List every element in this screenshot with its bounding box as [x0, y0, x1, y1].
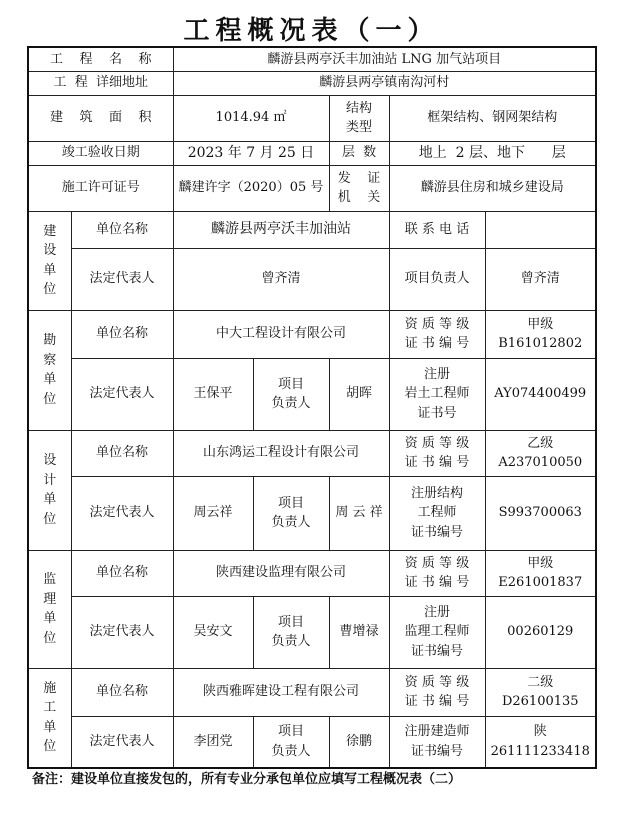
supervision-cert-no: 00260129	[485, 596, 596, 668]
design-pm-label: 项目 负责人	[253, 476, 329, 550]
floors-label: 层 数	[329, 141, 389, 165]
construction-unit-name-label: 单位名称	[71, 211, 173, 248]
contractor-cert-no: 陕 261111233418	[485, 716, 596, 768]
footnote: 备注：建设单位直接发包的，所有专业分承包单位应填写工程概况表（二）	[32, 772, 462, 787]
contractor-pm: 徐鹏	[329, 716, 389, 768]
row-survey-unit	[28, 310, 596, 358]
survey-qual-value: 甲级 B161012802	[485, 310, 596, 358]
supervision-legal-rep: 吴安文	[173, 596, 253, 668]
issuer-label: 发 证 机 关	[329, 165, 389, 211]
survey-legal-rep-label: 法定代表人	[71, 358, 173, 430]
permit-label: 施工许可证号	[28, 165, 173, 211]
floors-value: 地上 2 层、地下 层	[389, 141, 596, 165]
project-address-label: 工 程 详细地址	[28, 71, 173, 95]
contact-phone-label: 联 系 电 话	[389, 211, 485, 248]
contractor-pm-label: 项目 负责人	[253, 716, 329, 768]
design-cert-no: S993700063	[485, 476, 596, 550]
survey-unit-name: 中大工程设计有限公司	[173, 310, 389, 358]
survey-qual-label: 资 质 等 级 证 书 编 号	[389, 310, 485, 358]
issuer-value: 麟游县住房和城乡建设局	[389, 165, 596, 211]
row-project-address	[28, 71, 596, 95]
construction-unit-name: 麟游县两亭沃丰加油站	[173, 211, 389, 248]
row-contractor-rep	[28, 716, 596, 768]
survey-unit-side-label: 勘 察 单 位	[28, 310, 71, 430]
contractor-legal-rep-label: 法定代表人	[71, 716, 173, 768]
row-building-area	[28, 95, 596, 141]
survey-cert-label: 注册 岩土工程师 证书号	[389, 358, 485, 430]
supervision-unit-name-label: 单位名称	[71, 550, 173, 596]
contractor-unit-side-label: 施 工 单 位	[28, 668, 71, 768]
row-contractor-unit	[28, 668, 596, 716]
row-survey-rep	[28, 358, 596, 430]
contractor-qual-label: 资 质 等 级 证 书 编 号	[389, 668, 485, 716]
design-pm: 周 云 祥	[329, 476, 389, 550]
page-title: 工程概况表（一）	[183, 16, 440, 46]
design-legal-rep-label: 法定代表人	[71, 476, 173, 550]
contractor-unit-name: 陕西雅晖建设工程有限公司	[173, 668, 389, 716]
supervision-cert-label: 注册 监理工程师 证书编号	[389, 596, 485, 668]
construction-pm: 曾齐清	[485, 248, 596, 310]
contractor-unit-name-label: 单位名称	[71, 668, 173, 716]
contact-phone-value	[485, 211, 596, 248]
contractor-legal-rep: 李团党	[173, 716, 253, 768]
construction-legal-rep-label: 法定代表人	[71, 248, 173, 310]
row-construction-unit	[28, 211, 596, 248]
supervision-unit-name: 陕西建设监理有限公司	[173, 550, 389, 596]
survey-unit-name-label: 单位名称	[71, 310, 173, 358]
survey-pm: 胡晖	[329, 358, 389, 430]
row-supervision-unit	[28, 550, 596, 596]
row-acceptance-date	[28, 141, 596, 165]
row-design-rep	[28, 476, 596, 550]
supervision-legal-rep-label: 法定代表人	[71, 596, 173, 668]
row-project-name	[28, 47, 596, 71]
project-address-value: 麟游县两亭镇南沟河村	[173, 71, 596, 95]
construction-pm-label: 项目负责人	[389, 248, 485, 310]
row-supervision-rep	[28, 596, 596, 668]
supervision-unit-side-label: 监 理 单 位	[28, 550, 71, 668]
survey-legal-rep: 王保平	[173, 358, 253, 430]
design-unit-name-label: 单位名称	[71, 430, 173, 476]
permit-value: 麟建许字（2020）05 号	[173, 165, 329, 211]
structure-type-label: 结构 类型	[329, 95, 389, 141]
project-name-label: 工 程 名 称	[28, 47, 173, 71]
construction-legal-rep: 曾齐清	[173, 248, 389, 310]
project-name-value: 麟游县两亭沃丰加油站 LNG 加气站项目	[173, 47, 596, 71]
structure-type-value: 框架结构、钢网架结构	[389, 95, 596, 141]
design-legal-rep: 周云祥	[173, 476, 253, 550]
row-permit	[28, 165, 596, 211]
contractor-cert-label: 注册建造师 证书编号	[389, 716, 485, 768]
contractor-qual-value: 二级 D26100135	[485, 668, 596, 716]
supervision-pm: 曹增禄	[329, 596, 389, 668]
design-cert-label: 注册结构 工程师 证书编号	[389, 476, 485, 550]
construction-unit-side-label: 建 设 单 位	[28, 211, 71, 310]
supervision-qual-label: 资 质 等 级 证 书 编 号	[389, 550, 485, 596]
design-unit-side-label: 设 计 单 位	[28, 430, 71, 550]
acceptance-date-label: 竣工验收日期	[28, 141, 173, 165]
design-qual-label: 资 质 等 级 证 书 编 号	[389, 430, 485, 476]
supervision-qual-value: 甲级 E261001837	[485, 550, 596, 596]
design-qual-value: 乙级 A237010050	[485, 430, 596, 476]
survey-cert-no: AY074400499	[485, 358, 596, 430]
survey-pm-label: 项目 负责人	[253, 358, 329, 430]
project-overview-table	[27, 46, 597, 769]
supervision-pm-label: 项目 负责人	[253, 596, 329, 668]
building-area-value: 1014.94 ㎡	[173, 95, 329, 141]
building-area-label: 建 筑 面 积	[28, 95, 173, 141]
design-unit-name: 山东鸿运工程设计有限公司	[173, 430, 389, 476]
row-construction-rep	[28, 248, 596, 310]
acceptance-date-value: 2023 年 7 月 25 日	[173, 141, 329, 165]
row-design-unit	[28, 430, 596, 476]
